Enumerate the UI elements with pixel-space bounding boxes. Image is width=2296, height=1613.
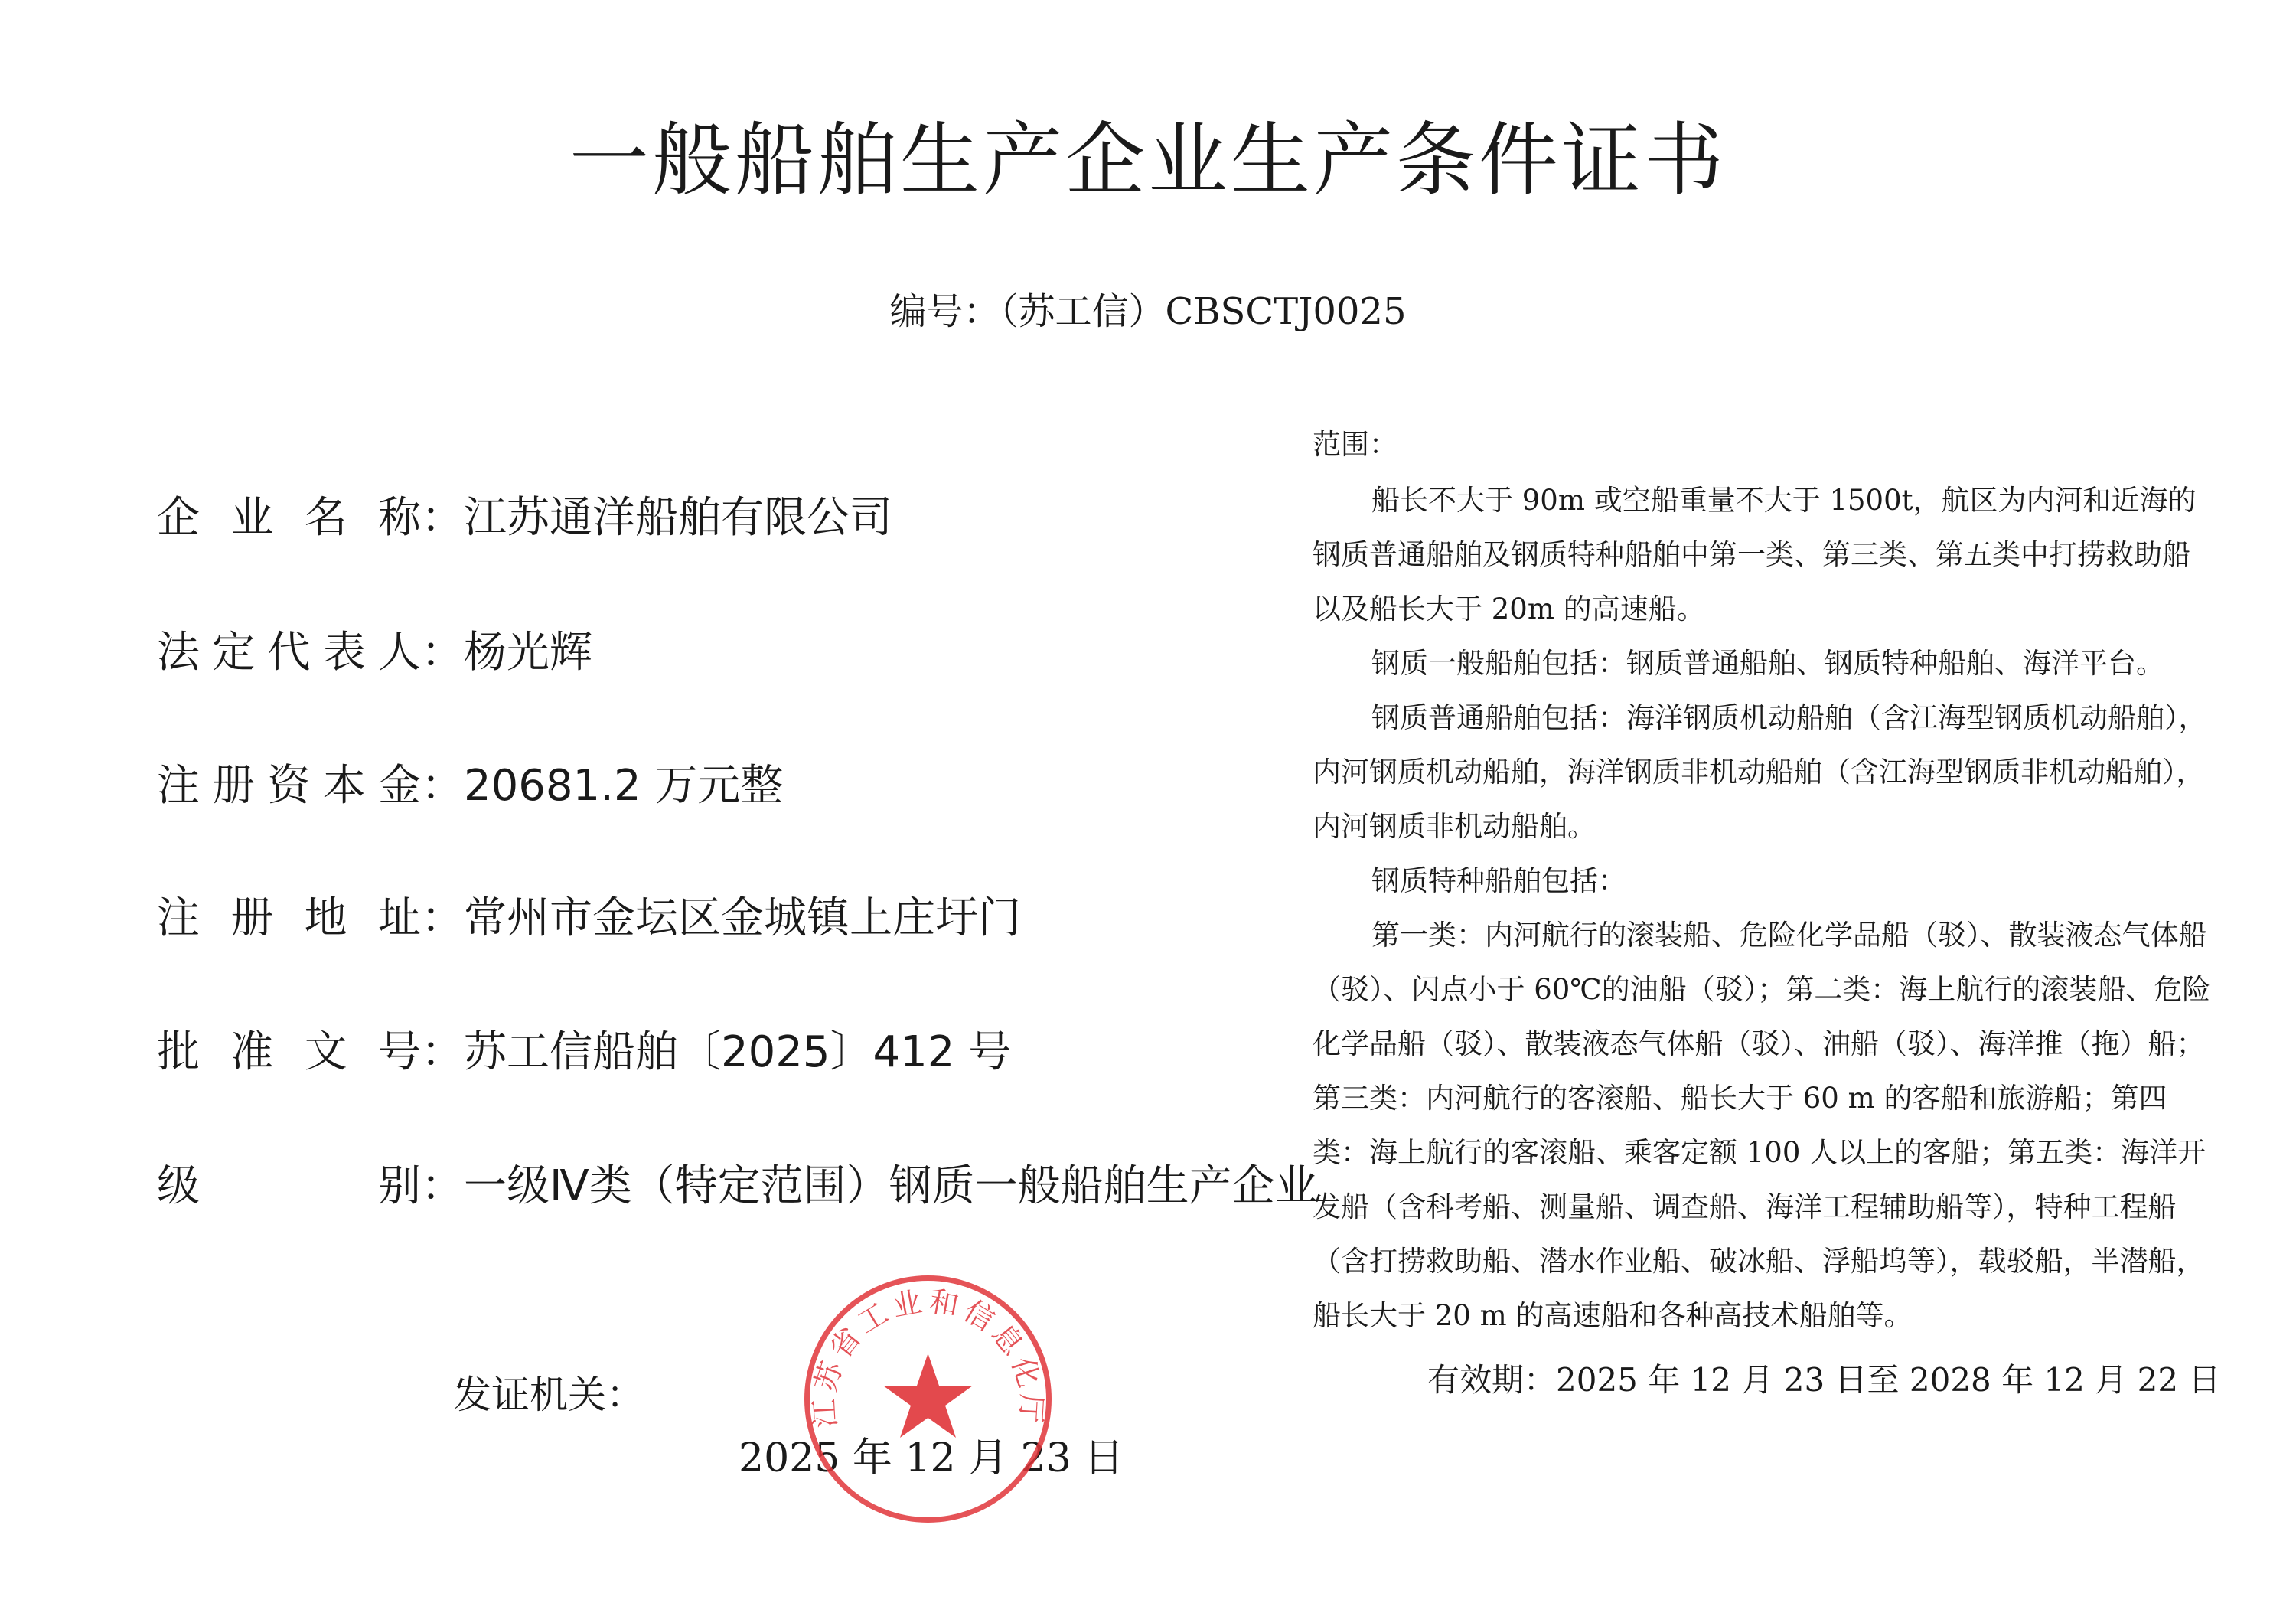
scope-section xyxy=(1313,417,2216,1343)
scope-heading: 范围： xyxy=(1313,428,1397,461)
field-approval-number: 批准文号：苏工信船舶〔2025〕412 号 xyxy=(157,1018,1011,1079)
field-grade: 级别：一级Ⅳ类（特定范围）钢质一般船舶生产企业 xyxy=(157,1152,1318,1213)
certificate-number: 编号：（苏工信）CBSCTJ0025 xyxy=(889,290,1407,333)
field-label: 法定代表人 xyxy=(157,628,421,678)
scope-paragraph: 钢质普通船舶包括：海洋钢质机动船舶（含江海型钢质机动船舶），内河钢质机动船舶，海洋钢质非机动船舶（含江海型钢质非机动船舶），内河钢质非机动船舶。 xyxy=(1313,701,2207,843)
official-seal-icon xyxy=(800,1271,1056,1527)
field-value: 杨光辉 xyxy=(464,628,592,678)
field-label: 注册资本金 xyxy=(157,761,421,811)
field-legal-representative: 法定代表人：杨光辉 xyxy=(157,619,592,680)
field-value: 江苏通洋船舶有限公司 xyxy=(464,493,892,543)
field-label: 注册地址 xyxy=(157,893,421,943)
scope-paragraph: 钢质一般船舶包括：钢质普通船舶、钢质特种船舶、海洋平台。 xyxy=(1371,647,2164,680)
validity-period: 有效期：2025 年 12 月 23 日至 2028 年 12 月 22 日 xyxy=(1427,1361,2221,1399)
issuing-authority-label: 发证机关： xyxy=(453,1373,644,1417)
field-registered-capital: 注册资本金：20681.2 万元整 xyxy=(157,752,783,813)
field-value: 常州市金坛区金城镇上庄圩门 xyxy=(464,893,1021,943)
issue-date: 2025 年 12 月 23 日 xyxy=(739,1435,1124,1481)
svg-text:江苏省工业和信息化厅: 江苏省工业和信息化厅 xyxy=(807,1284,1049,1429)
scope-paragraph: 船长不大于 90m 或空船重量不大于 1500t，航区为内河和近海的钢质普通船舶及钢质特种船舶中第一类、第三类、第五类中打捞救助船以及船长大于 20m 的高速船。 xyxy=(1313,484,2197,625)
field-value: 20681.2 万元整 xyxy=(464,761,784,811)
field-label: 批准文号 xyxy=(157,1027,421,1077)
scope-paragraph: 钢质特种船舶包括： xyxy=(1371,864,1626,897)
field-company-name: 企业名称：江苏通洋船舶有限公司 xyxy=(157,484,892,545)
certificate-title: 一般船舶生产企业生产条件证书 xyxy=(569,113,1727,207)
scope-paragraph: 第一类：内河航行的滚装船、危险化学品船（驳）、散装液态气体船（驳）、闪点小于 60℃的油船（驳）；第二类：海上航行的滚装船、危险化学品船（驳）、散装液态气体船（驳）、油船（驳）、海洋推（拖）船；第三类：内河航行的客滚船、船长大于 60 m 的客船和旅游船；第四类：海上航行的客滚船、乘客定额 100 人以上的客船；第五类：海洋开发船（含科考船、测量船、调查船、海洋工程辅助船等），特种工程船（含打捞救助船、潜水作业船、破冰船、浮船坞等），载驳船，半潜船，船长大于 20 m 的高速船和各种高技术船舶等。 xyxy=(1313,919,2211,1332)
field-value: 苏工信船舶〔2025〕412 号 xyxy=(464,1027,1012,1077)
field-registered-address: 注册地址：常州市金坛区金城镇上庄圩门 xyxy=(157,884,1021,945)
field-value: 一级Ⅳ类（特定范围）钢质一般船舶生产企业 xyxy=(464,1161,1318,1211)
field-label: 级别 xyxy=(157,1161,421,1211)
field-label: 企业名称 xyxy=(157,493,421,543)
